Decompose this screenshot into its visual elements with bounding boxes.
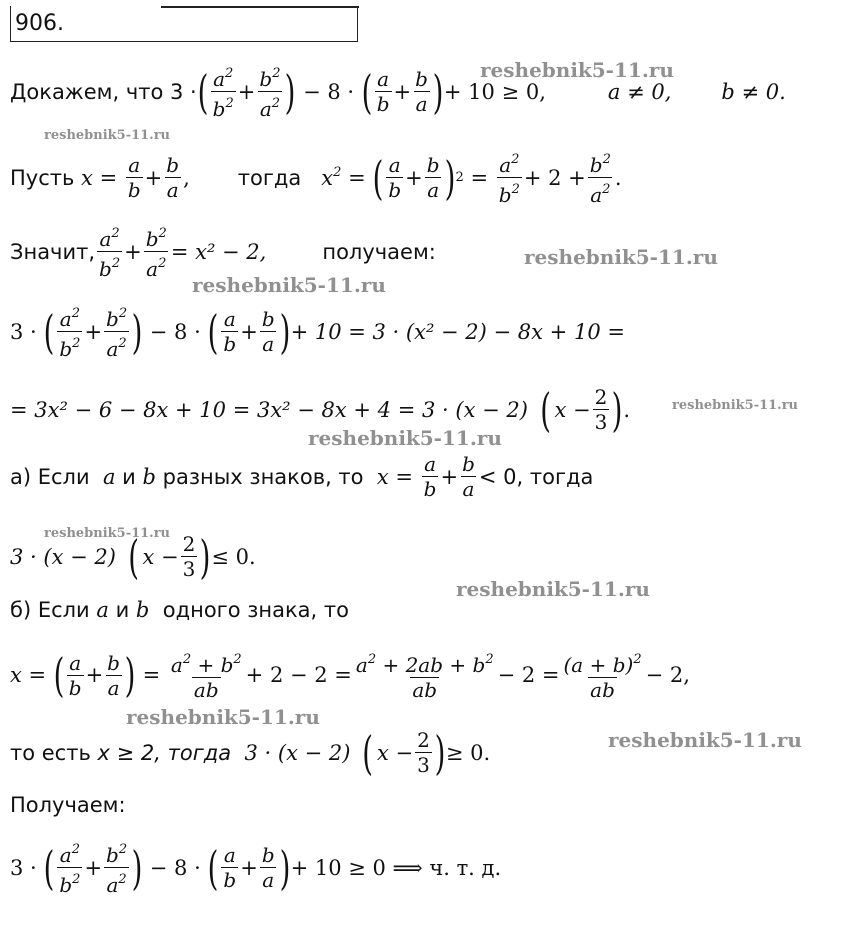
watermark: reshebnik5-11.ru [44, 526, 171, 541]
therefore-mid: = x² − 2, [170, 239, 267, 264]
case-b-text: одного знака, то [162, 598, 349, 622]
get-text: получаем: [322, 239, 436, 264]
watermark: reshebnik5-11.ru [672, 398, 799, 413]
derivation-tail: − 2, [645, 663, 690, 687]
watermark: reshebnik5-11.ru [480, 58, 674, 82]
line-case-b-derivation: x = ( $\frac{a}{b}$ + $\frac{b}{a}$ ) = $\frac{a^2 + b^2}{ab}$ + 2 − 2 = $\frac{a^2 + 2ab + b^2}{ab}$ − 2 = $\frac{(a + b)^2}{ab}$ − 2, [10, 648, 690, 702]
expansion-tail: + 10 = 3 · (x² − 2) − 8x + 10 = [290, 319, 625, 344]
line-conclusion-label [10, 793, 126, 817]
line-case-b-result: то есть x ≥ 2, тогда 3 · (x − 2) ( x − $\frac{2}{3}$ ) ≥ 0. [10, 725, 491, 780]
line-conclusion: 3 · ( $\frac{a^2}{b^2}$ + $\frac{b^2}{a^2}$ ) − 8 · ( $\frac{a}{b}$ + $\frac{b}{a}$ ) + 10 ≥ 0 ⟹ ч. т. д. [10, 840, 502, 897]
statement-tail: + 10 ≥ 0, [443, 79, 546, 104]
case-b-ineq: ≥ 0. [445, 740, 491, 765]
line-expansion: 3 · ( $\frac{a^2}{b^2}$ + $\frac{b^2}{a^2}$ ) − 8 · ( $\frac{a}{b}$ + $\frac{b}{a}$ ) + 10 = 3 · (x² − 2) − 8x + 10 = [10, 304, 625, 361]
line-factorization: = 3x² − 6 − 8x + 10 = 3x² − 8x + 4 = 3 · (x − 2) ( x − $\frac{2}{3}$ ) . [10, 382, 630, 437]
problem-number: 906. [15, 11, 64, 36]
that-is-text: то есть [10, 740, 91, 765]
line-case-a-result: 3 · (x − 2) ( x − $\frac{2}{3}$ ) ≤ 0. [10, 529, 256, 584]
derivation-mid: + 2 − 2 = [245, 663, 352, 687]
then-text: тогда [237, 165, 302, 190]
case-a-label: а) Если [10, 464, 90, 489]
therefore-text: Значит, [10, 239, 96, 264]
case-a-text: разных знаков, то [162, 464, 364, 489]
watermark: reshebnik5-11.ru [126, 705, 320, 729]
case-b-expr: 3 · (x − 2) [244, 740, 351, 765]
watermark: reshebnik5-11.ru [524, 245, 718, 269]
problem-header-box [10, 6, 358, 42]
watermark: reshebnik5-11.ru [192, 273, 386, 297]
case-a-ineq: ≤ 0. [211, 544, 256, 569]
case-a-tail: < 0, тогда [478, 464, 594, 489]
statement-text: Докажем, что 3 · [10, 79, 197, 104]
case-b-cond: x ≥ 2, тогда [97, 740, 232, 765]
line-therefore: Значит, $\frac{a^2}{b^2}$ + $\frac{b^2}{a^2}$ = x² − 2, получаем: [10, 226, 436, 281]
let-text: Пусть [10, 165, 75, 190]
condition-b: b ≠ 0. [721, 79, 786, 104]
line-case-a: а) Если a и b разных знаков, то x = $\frac{a}{b}$ + $\frac{b}{a}$ < 0, тогда [10, 452, 594, 501]
conclusion-label: Получаем: [10, 793, 126, 817]
conclusion-tail: + 10 ≥ 0 ⟹ ч. т. д. [290, 855, 502, 880]
line-substitution: Пусть x = $\frac{a}{b}$ + $\frac{b}{a}$ , тогда $x^2$ = ( $\frac{a}{b}$ + $\frac{b}{a}$ ) 2 = $\frac{a^2}{b^2}$ + 2 + $\frac{b^2}{a^2}$ . [10, 150, 622, 207]
case-b-label: б) Если [10, 598, 90, 622]
line-case-b: б) Если a и b одного знака, то [10, 598, 349, 622]
watermark: reshebnik5-11.ru [308, 426, 502, 450]
condition-a: a ≠ 0, [607, 79, 672, 104]
factorization-text: = 3x² − 6 − 8x + 10 = 3x² − 8x + 4 = 3 · (x − 2) [10, 397, 528, 422]
case-a-expr: 3 · (x − 2) [10, 544, 116, 569]
derivation-mid2: − 2 = [497, 663, 560, 687]
watermark: reshebnik5-11.ru [608, 728, 802, 752]
line-statement: Докажем, что 3 · ( $\frac{a^2}{b^2}$ + $\frac{b^2}{a^2}$ ) − 8 · ( $\frac{a}{b}$ + $\frac{b}{a}$ ) + 10 ≥ 0, a ≠ 0, b ≠ 0. [10, 64, 786, 121]
watermark: reshebnik5-11.ru [44, 128, 171, 143]
watermark: reshebnik5-11.ru [456, 577, 650, 601]
